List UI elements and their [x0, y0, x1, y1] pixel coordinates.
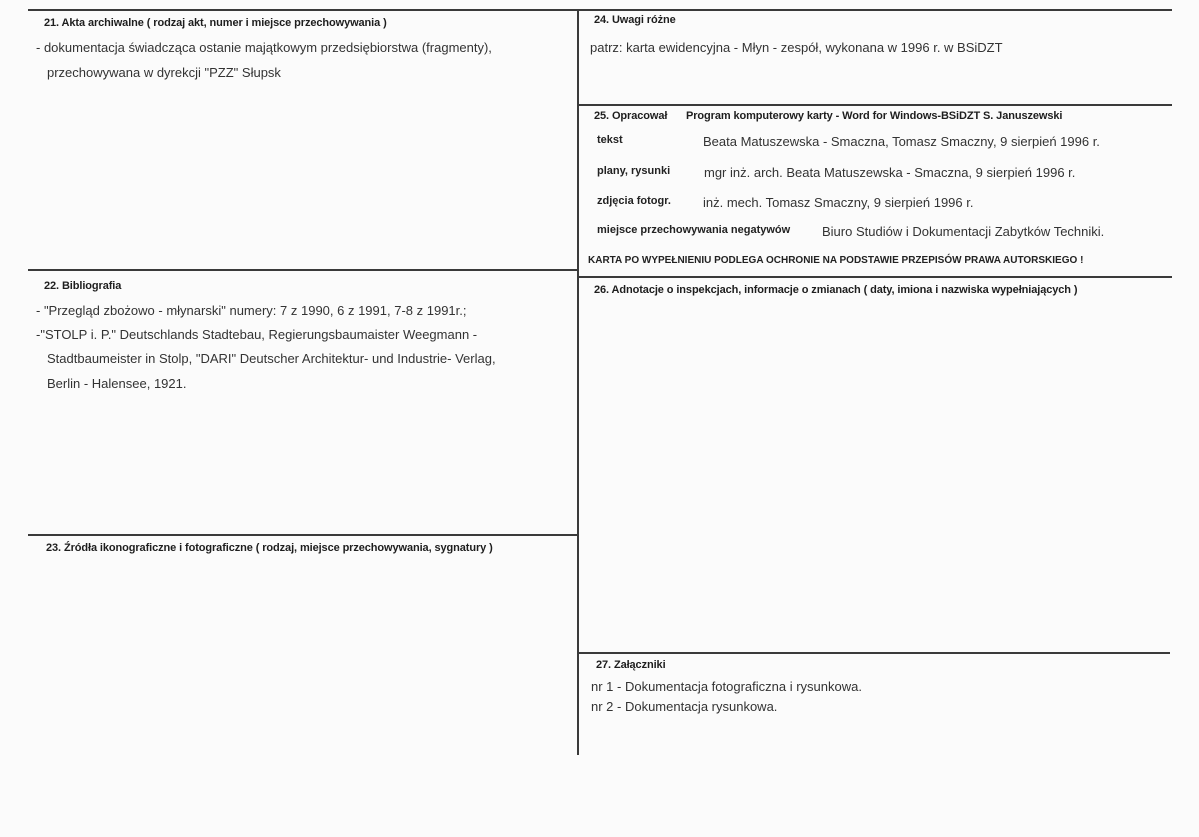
top-border-line: [28, 9, 1172, 11]
section-21-line-2: przechowywana w dyrekcji "PZZ" Słupsk: [47, 65, 281, 80]
section-25-program: Program komputerowy karty - Word for Windows-BSiDZT S. Januszewski: [686, 110, 1063, 122]
section-23-title: 23. Źródła ikonograficzne i fotograficzne ( rodzaj, miejsce przechowywania, sygnatury ): [46, 542, 493, 554]
section-21-title: 21. Akta archiwalne ( rodzaj akt, numer i miejsce przechowywania ): [44, 17, 387, 29]
label-text: tekst: [597, 134, 623, 146]
section-22-line-2: -"STOLP i. P." Deutschlands Stadtebau, Regierungsbaumaister Weegmann -: [36, 327, 478, 342]
section-24-text: patrz: karta ewidencyjna - Młyn - zespół, wykonana w 1996 r. w BSiDZT: [590, 40, 1003, 55]
divider-22-23: [28, 534, 577, 536]
section-26-title: 26. Adnotacje o inspekcjach, informacje o zmianach ( daty, imiona i nazwiska wypełniających ): [594, 284, 1078, 296]
divider-26-27: [579, 652, 1170, 654]
divider-21-22: [28, 269, 577, 271]
label-plans-drawings: plany, rysunki: [597, 165, 671, 177]
section-22-line-4: Berlin - Halensee, 1921.: [47, 376, 187, 391]
divider-24-25: [579, 104, 1172, 106]
label-negatives-location: miejsce przechowywania negatywów: [597, 224, 791, 236]
section-25-title: 25. Opracował: [594, 110, 668, 122]
value-photos: inż. mech. Tomasz Smaczny, 9 sierpień 1996 r.: [703, 195, 974, 210]
copyright-notice: KARTA PO WYPEŁNIENIU PODLEGA OCHRONIE NA PODSTAWIE PRZEPISÓW PRAWA AUTORSKIEGO !: [588, 255, 1084, 266]
center-divider-line: [577, 9, 579, 755]
value-plans-drawings: mgr inż. arch. Beata Matuszewska - Smaczna, 9 sierpień 1996 r.: [704, 165, 1076, 180]
section-27-title: 27. Załączniki: [596, 659, 666, 671]
section-22-line-1: - "Przegląd zbożowo - młynarski" numery: 7 z 1990, 6 z 1991, 7-8 z 1991r.;: [36, 303, 467, 318]
label-photos: zdjęcia fotogr.: [597, 195, 671, 207]
section-21-line-1: - dokumentacja świadcząca ostanie majątkowym przedsiębiorstwa (fragmenty),: [36, 40, 492, 55]
divider-25-26: [579, 276, 1172, 278]
section-22-title: 22. Bibliografia: [44, 280, 122, 292]
section-22-line-3: Stadtbaumeister in Stolp, "DARI" Deutscher Architektur- und Industrie- Verlag,: [47, 351, 496, 366]
value-text: Beata Matuszewska - Smaczna, Tomasz Smaczny, 9 sierpień 1996 r.: [703, 134, 1100, 149]
section-27-line-2: nr 2 - Dokumentacja rysunkowa.: [591, 699, 778, 714]
section-27-line-1: nr 1 - Dokumentacja fotograficzna i rysunkowa.: [591, 679, 862, 694]
value-negatives-location: Biuro Studiów i Dokumentacji Zabytków Techniki.: [822, 224, 1105, 239]
section-24-title: 24. Uwagi różne: [594, 14, 676, 26]
